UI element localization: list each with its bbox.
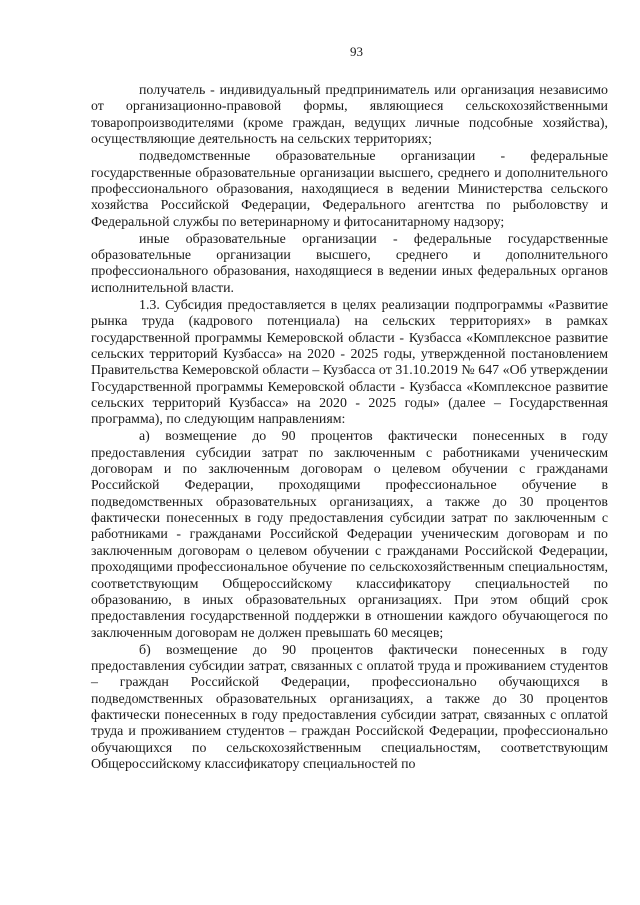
paragraph-item-a: а) возмещение до 90 процентов фактически понесенных в году предоставления субсидии затрат по заключенным с работниками ученическим договорам и по заключенным договорам о целевом обучении с гражданами Российской Федерации, проходящими профессиональное обучение в подведомственных образовательных организациях, а также до 30 процентов фактически понесенных в году предоставления субсидии затрат по заключенным с работниками - гражданами Российской Федерации ученическим договорам и по заключенным договорам о целевом обучении с гражданами Российской Федерации, проходящими профессиональное обучение по сельскохозяйственным специальностям, соответствующим Общероссийскому классификатору специальностей по образованию, в иных образовательных организациях. При этом общий срок предоставления государственной поддержки в отношении каждого обучающегося по заключенным договорам не должен превышать 60 месяцев; — [91, 429, 608, 641]
paragraph-subordinate-organizations: подведомственные образовательные организации - федеральные государственные образовательные организации высшего, среднего и дополнительного профессионального образования, находящиеся в ведении Министерства сельского хозяйства Российской Федерации, Федерального агентства по рыболовству и Федеральной службы по ветеринарному и фитосанитарному надзору; — [91, 149, 608, 230]
paragraph-recipient-definition: получатель - индивидуальный предприниматель или организация независимо от организационно-правовой формы, являющиеся сельскохозяйственными товаропроизводителями (кроме граждан, ведущих личные подсобные хозяйства), осуществляющие деятельность на сельских территориях; — [91, 83, 608, 148]
paragraph-item-b: б) возмещение до 90 процентов фактически понесенных в году предоставления субсидии затрат, связанных с оплатой труда и проживанием студентов – граждан Российской Федерации, профессионально обучающихся в подведомственных образовательных организациях, а также до 30 процентов фактически понесенных в году предоставления субсидии затрат, связанных с оплатой труда и проживанием студентов – граждан Российской Федерации, профессионально обучающихся по сельскохозяйственным специальностям, соответствующим Общероссийскому классификатору специальностей по — [91, 642, 608, 773]
paragraph-section-1-3: 1.3. Субсидия предоставляется в целях реализации подпрограммы «Развитие рынка труда (кадрового потенциала) на сельских территориях» в рамках государственной программы Кемеровской области - Кузбасса «Комплексное развитие сельских территорий Кузбасса» на 2020 - 2025 годы, утвержденной постановлением Правительства Кемеровской области – Кузбасса от 31.10.2019 № 647 «Об утверждении Государственной программы Кемеровской области - Кузбасса «Комплексное развитие сельских территорий Кузбасса» на 2020 - 2025 годы» (далее – Государственная программа), по следующим направлениям: — [91, 297, 608, 428]
paragraph-other-organizations: иные образовательные организации - федеральные государственные образовательные организации высшего, среднего и дополнительного профессионального образования, находящиеся в ведении иных федеральных органов исполнительной власти. — [91, 231, 608, 296]
page-number: 93 — [350, 44, 363, 59]
